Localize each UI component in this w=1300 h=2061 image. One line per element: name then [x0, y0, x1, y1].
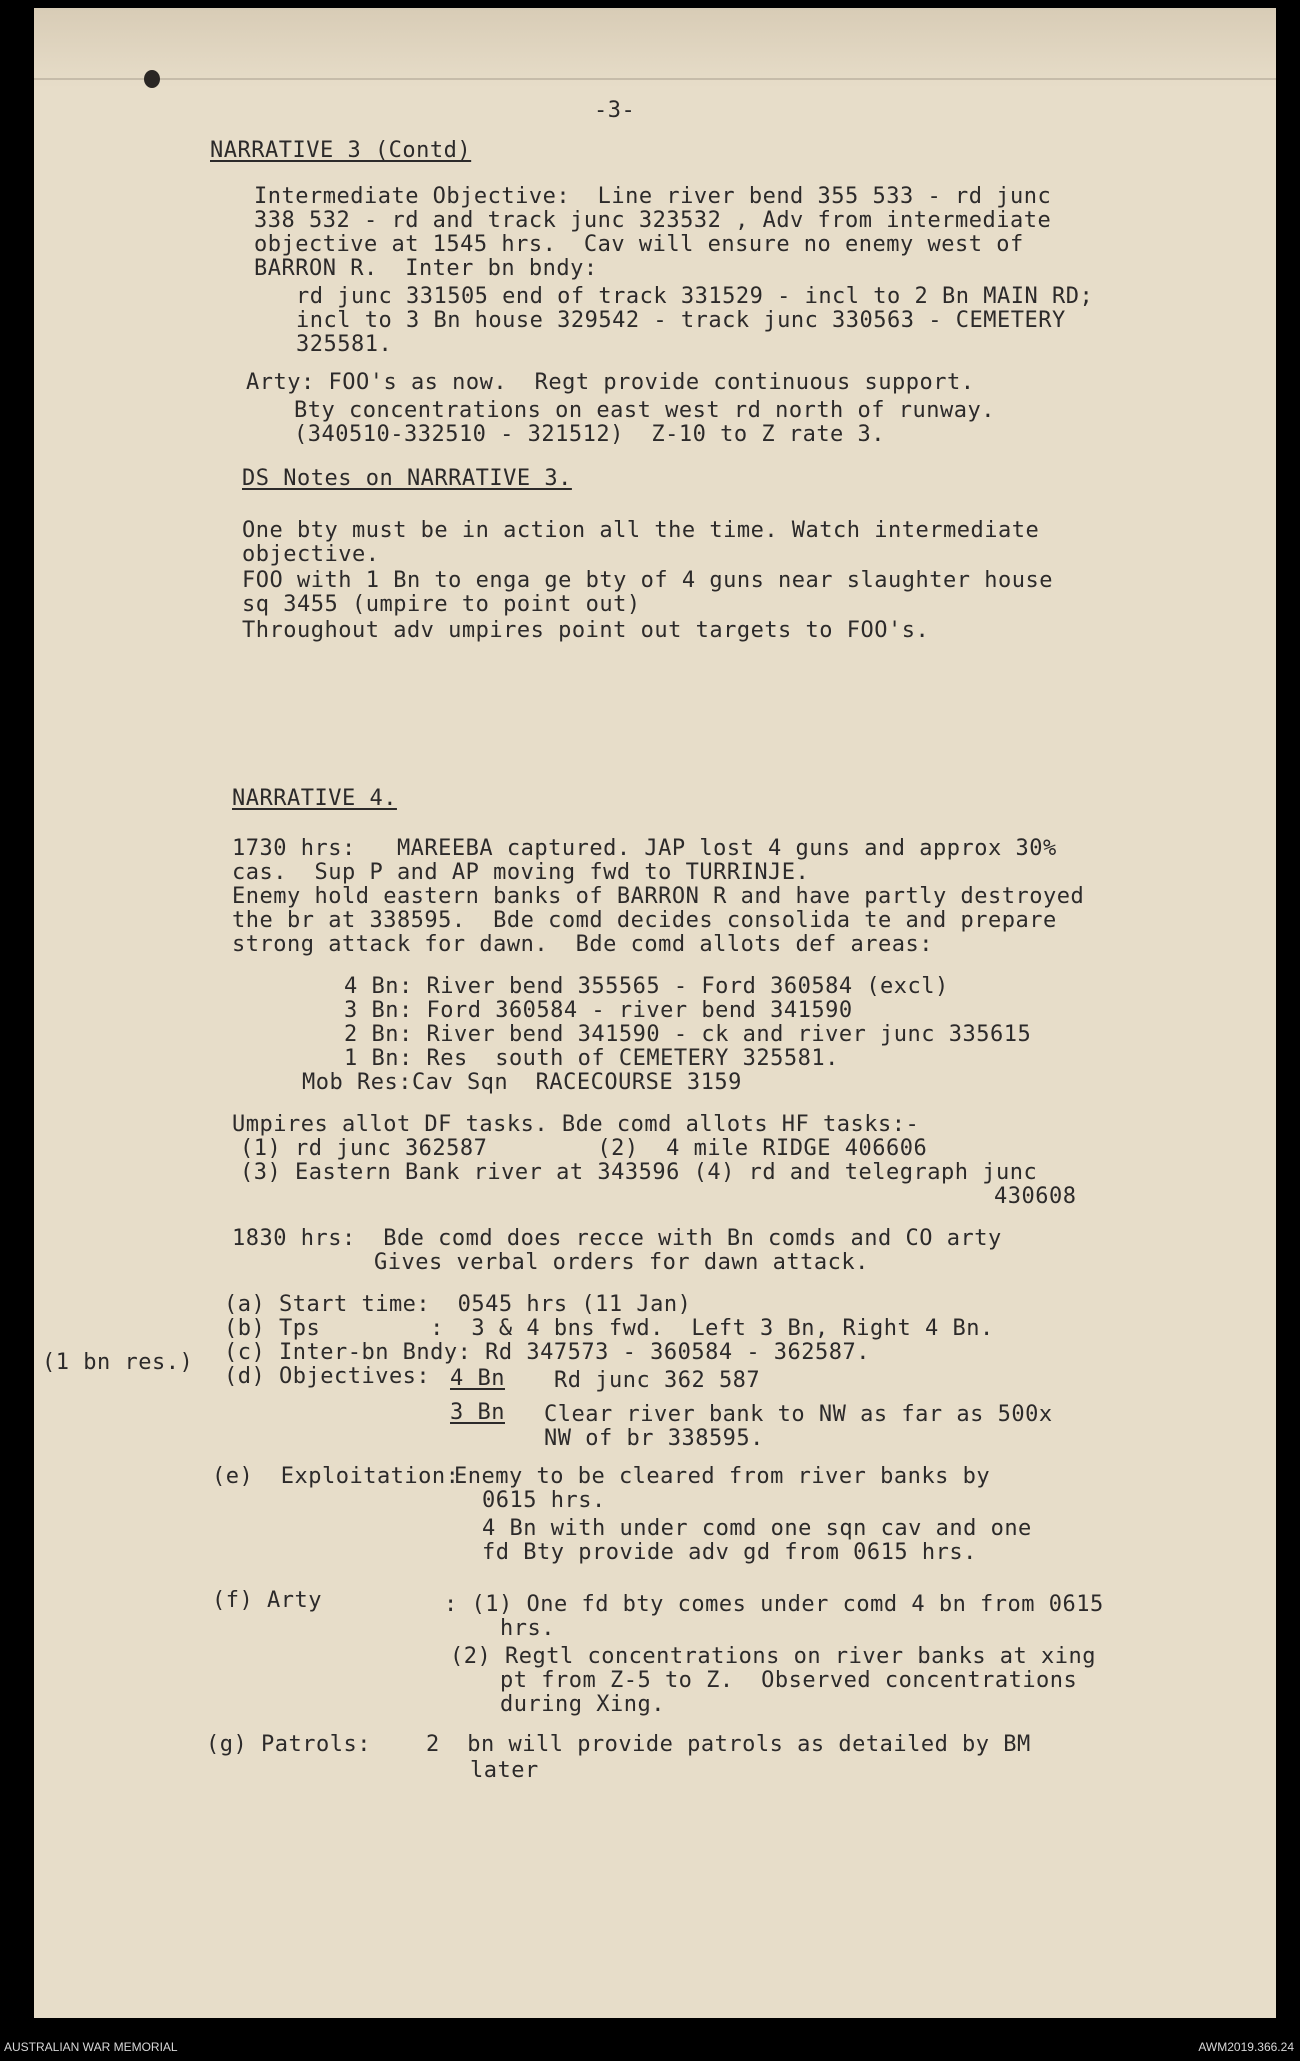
narrative4-intro-line: Enemy hold eastern banks of BARRON R and have partly destroyed: [232, 884, 1085, 909]
document-page: [34, 8, 1276, 2018]
exploitation-line: Enemy to be cleared from river banks by: [454, 1464, 991, 1489]
exploitation-line: 0615 hrs.: [482, 1488, 606, 1513]
objective-4bn-label: 4 Bn: [450, 1366, 505, 1391]
narrative4-heading: NARRATIVE 4.: [232, 786, 397, 811]
objective-3bn-label: 3 Bn: [450, 1400, 505, 1425]
ds-notes-line: objective.: [242, 542, 380, 567]
ds-notes-line: One bty must be in action all the time. Watch intermediate: [242, 518, 1040, 543]
patrols-line: later: [470, 1758, 539, 1783]
narrative3-heading: NARRATIVE 3 (Contd): [210, 138, 472, 163]
page-edge-shading: [34, 8, 1276, 88]
def-area-line: 2 Bn: River bend 341590 - ck and river junc 335615: [344, 1022, 1032, 1047]
footer-accession-number: AWM2019.366.24: [1198, 2040, 1294, 2054]
order-line: (c) Inter-bn Bndy: Rd 347573 - 360584 - 362587.: [224, 1340, 871, 1365]
tasks-line: 430608: [994, 1184, 1077, 1209]
arty-line: hrs.: [500, 1616, 555, 1641]
objective-3bn-text: Clear river bank to NW as far as 500x: [544, 1402, 1053, 1427]
order-line: (d) Objectives:: [224, 1364, 431, 1389]
exploitation-line: fd Bty provide adv gd from 0615 hrs.: [482, 1540, 977, 1565]
ds-notes-line: FOO with 1 Bn to enga ge bty of 4 guns near slaughter house: [242, 568, 1053, 593]
order-line: (a) Start time: 0545 hrs (11 Jan): [224, 1292, 692, 1317]
def-area-line: 4 Bn: River bend 355565 - Ford 360584 (excl): [344, 974, 949, 999]
page-number: -3-: [594, 98, 636, 123]
narrative3-line: Intermediate Objective: Line river bend 355 533 - rd junc: [254, 184, 1052, 209]
page-fold-line: [34, 78, 1276, 80]
narrative3-line: rd junc 331505 end of track 331529 - incl to 2 Bn MAIN RD;: [296, 284, 1094, 309]
tasks-line: (1) rd junc 362587 (2) 4 mile RIDGE 406606: [240, 1136, 928, 1161]
arty-label: (f) Arty: [212, 1588, 322, 1613]
objective-4bn-text: Rd junc 362 587: [554, 1368, 761, 1393]
narrative3-arty-line: Arty: FOO's as now. Regt provide continuous support.: [246, 370, 975, 395]
def-area-line: 3 Bn: Ford 360584 - river bend 341590: [344, 998, 853, 1023]
patrols-line: 2 bn will provide patrols as detailed by BM: [426, 1732, 1031, 1757]
punch-hole: [144, 70, 160, 88]
narrative3-line: objective at 1545 hrs. Cav will ensure no enemy west of: [254, 232, 1024, 257]
patrols-label: (g) Patrols:: [206, 1732, 371, 1757]
narrative3-line: 325581.: [296, 332, 393, 357]
margin-note: (1 bn res.): [42, 1350, 194, 1375]
narrative4-intro-line: strong attack for dawn. Bde comd allots def areas:: [232, 932, 934, 957]
def-area-line: 1 Bn: Res south of CEMETERY 325581.: [344, 1046, 839, 1071]
narrative4-intro-line: cas. Sup P and AP moving fwd to TURRINJE.: [232, 860, 810, 885]
ds-notes-line: sq 3455 (umpire to point out): [242, 592, 641, 617]
ds-notes-line: Throughout adv umpires point out targets to FOO's.: [242, 618, 930, 643]
exploitation-line: 4 Bn with under comd one sqn cav and one: [482, 1516, 1032, 1541]
footer-archive-name: AUSTRALIAN WAR MEMORIAL: [4, 2040, 178, 2054]
tasks-line: Umpires allot DF tasks. Bde comd allots HF tasks:-: [232, 1112, 920, 1137]
narrative4-intro-line: 1730 hrs: MAREEBA captured. JAP lost 4 guns and approx 30%: [232, 836, 1057, 861]
def-area-line: Mob Res:Cav Sqn RACECOURSE 3159: [302, 1070, 742, 1095]
objective-3bn-text: NW of br 338595.: [544, 1426, 764, 1451]
narrative4-intro-line: the br at 338595. Bde comd decides consolida te and prepare: [232, 908, 1057, 933]
arty-line: (2) Regtl concentrations on river banks at xing: [450, 1644, 1097, 1669]
order-line: (b) Tps : 3 & 4 bns fwd. Left 3 Bn, Right 4 Bn.: [224, 1316, 994, 1341]
tasks-line: (3) Eastern Bank river at 343596 (4) rd and telegraph junc: [240, 1160, 1038, 1185]
ds-notes-heading: DS Notes on NARRATIVE 3.: [242, 466, 572, 491]
exploitation-label: (e) Exploitation:: [212, 1464, 460, 1489]
narrative3-arty-line: Bty concentrations on east west rd north of runway.: [294, 398, 996, 423]
arty-line: pt from Z-5 to Z. Observed concentrations: [500, 1668, 1078, 1693]
narrative3-line: incl to 3 Bn house 329542 - track junc 330563 - CEMETERY: [296, 308, 1066, 333]
arty-line: : (1) One fd bty comes under comd 4 bn from 0615: [444, 1592, 1104, 1617]
narrative3-arty-line: (340510-332510 - 321512) Z-10 to Z rate 3.: [294, 422, 886, 447]
narrative3-line: 338 532 - rd and track junc 323532 , Adv from intermediate: [254, 208, 1052, 233]
recce-line: 1830 hrs: Bde comd does recce with Bn comds and CO arty: [232, 1226, 1002, 1251]
narrative3-line: BARRON R. Inter bn bndy:: [254, 256, 598, 281]
arty-line: during Xing.: [500, 1692, 665, 1717]
recce-line: Gives verbal orders for dawn attack.: [374, 1250, 869, 1275]
